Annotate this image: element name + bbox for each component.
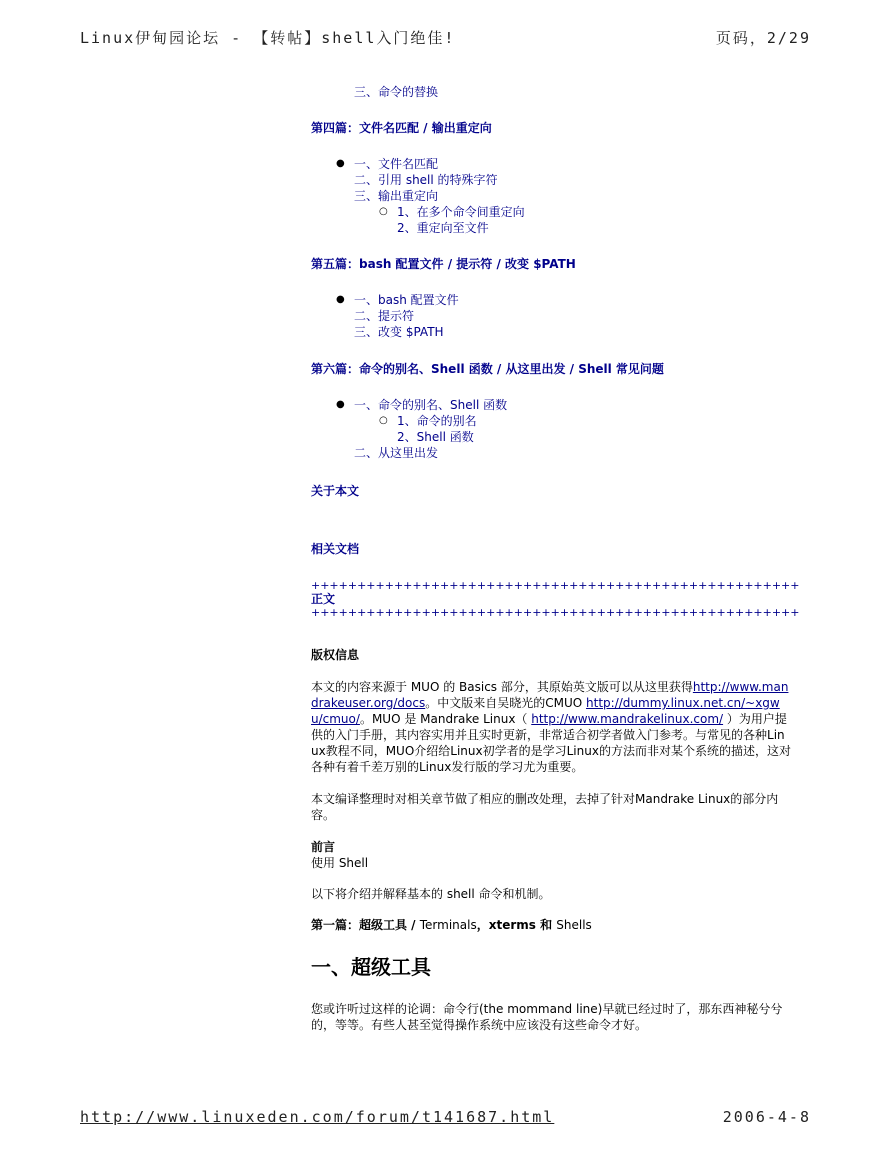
copyright-heading: 版权信息 [311,648,360,662]
list-item[interactable]: 2、重定向至文件 [397,221,489,235]
cmuo-link[interactable]: http://dummy.linux.net.cn/~xgwu/cmuo/ [311,696,780,726]
bullet-dot-icon: ● [336,399,345,410]
page-number: 页码，2/29 [715,29,811,47]
list-item[interactable]: ○ 1、命令的别名 [379,414,477,428]
list-item[interactable]: ● 一、文件名匹配 [336,157,439,171]
document-body [311,80,800,1033]
list-item[interactable]: 二、引用 shell 的特殊字符 [354,173,498,187]
preface-heading: 前言 [311,840,336,854]
footer-date: 2006-4-8 [722,1108,811,1126]
toc-part6-title[interactable]: 第六篇：命令的别名、Shell 函数 / 从这里出发 / Shell 常见问题 [311,362,664,376]
bullet-circle-icon: ○ [379,415,388,426]
list-item[interactable]: 三、输出重定向 [354,189,439,203]
toc-part5-list [311,292,791,340]
section-paragraph: 您或许听过这样的论调：命令行(the mommand line)早就已经过时了，那东西神秘兮兮的，等等。有些人甚至觉得操作系统中应该没有这些命令才好。 [311,1002,783,1032]
list-item[interactable]: 三、改变 $PATH [354,325,444,339]
list-item[interactable]: 二、从这里出发 [354,446,439,460]
list-item[interactable]: 二、提示符 [354,309,415,323]
copyright-paragraph: 本文的内容来源于 MUO 的 Basics 部分，其原始英文版可以从这里获得http://www.mandrakeuser.org/docs。中文版来自吴晓光的CMUO http://dummy.linux.net.cn/~xgwu/cmuo/。MUO 是 Mandrake Linux（ http://www.mandrakelinux.com/ ）为用户提供的入门手册，其内容实用并且实时更新，非常适合初学者做入门参考。与常见的各种Linux教程不同，MUO介绍给Linux初学者的是学习Linux的方法而非对某个系统的描述，这对各种有着千差万别的Linux发行版的学习尤为重要。 [311,680,791,774]
toc-part5-title[interactable]: 第五篇：bash 配置文件 / 提示符 / 改变 $PATH [311,257,576,271]
toc-related[interactable]: 相关文档 [311,542,360,556]
divider-label: 正文 [311,592,336,606]
body-divider [311,579,800,619]
copyright-note: 本文编译整理时对相关章节做了相应的删改处理，去掉了针对Mandrake Linux的部分内容。 [311,792,779,822]
section-heading: 一、超级工具 [311,955,431,979]
bullet-circle-icon: ○ [379,206,388,217]
preface-line: 使用 Shell [311,856,369,870]
toc-part4-title[interactable]: 第四篇：文件名匹配 / 输出重定向 [311,121,492,135]
bullet-dot-icon: ● [336,294,345,305]
part1-title: 第一篇：超级工具 / Terminals，xterms 和 Shells [311,918,592,932]
plus-divider-top: +++++++++++++++++++++++++++++++++++++++++++++++++++++ [311,579,800,592]
list-item[interactable]: ○ 1、在多个命令间重定向 [379,205,525,219]
list-item[interactable]: ● 一、bash 配置文件 [336,293,459,307]
toc-part4-list [311,156,791,236]
bullet-dot-icon: ● [336,158,345,169]
list-item[interactable]: ● 一、命令的别名、Shell 函数 [336,398,508,412]
toc-about[interactable]: 关于本文 [311,484,360,498]
toc-item-command-substitution[interactable]: 三、命令的替换 [354,85,439,99]
intro-line: 以下将介绍并解释基本的 shell 命令和机制。 [311,887,551,901]
plus-divider-bottom: +++++++++++++++++++++++++++++++++++++++++++++++++++++ [311,606,800,619]
header-title: Linux伊甸园论坛 - 【转帖】shell入门绝佳! [80,29,456,47]
toc-part6-list [311,397,791,461]
mandrakelinux-link[interactable]: http://www.mandrakelinux.com/ [531,712,724,726]
mandrakeuser-link[interactable]: http://www.mandrakeuser.org/docs [311,680,789,710]
list-item[interactable]: 2、Shell 函数 [397,430,474,444]
footer-url[interactable]: http://www.linuxeden.com/forum/t141687.html [80,1108,555,1126]
